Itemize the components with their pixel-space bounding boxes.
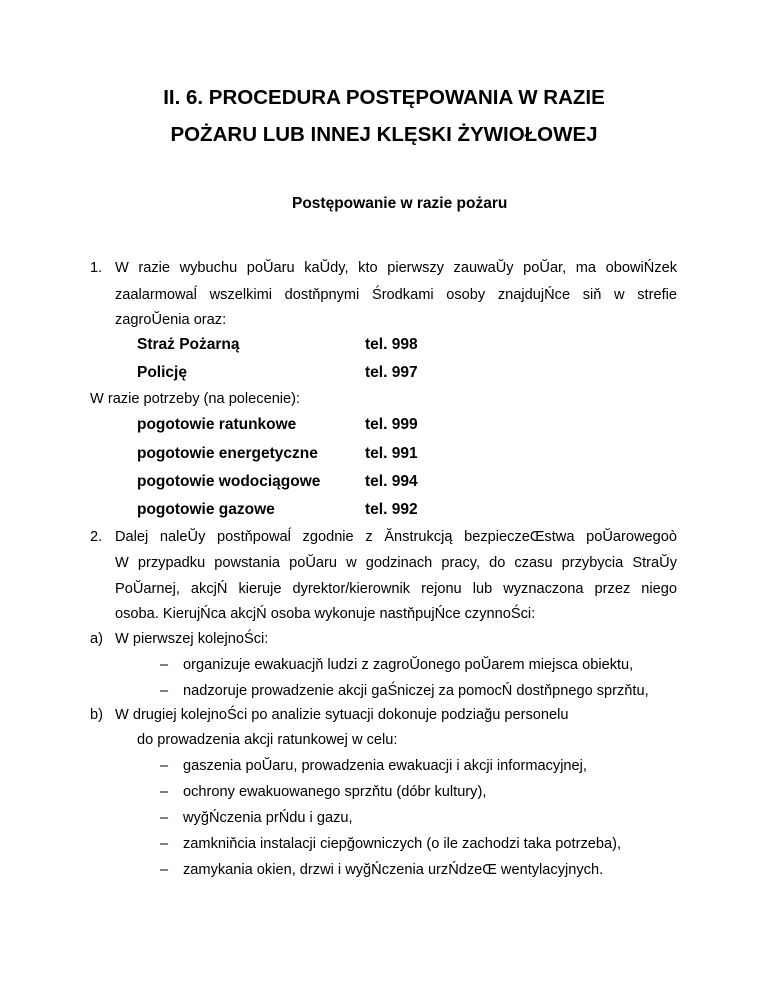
contact-police: Policję — [137, 364, 187, 381]
sub-a-text: W pierwszej kolejnoŚci: — [115, 631, 269, 647]
dash-marker: – — [160, 862, 169, 878]
service-ambulance: pogotowie ratunkowe — [137, 416, 297, 433]
service-water: pogotowie wodociągowe — [137, 473, 321, 490]
sub-b-dash-5: zamykania okien, drzwi i wyğŃczenia urzŃdzeŒ wentylacyjnych. — [183, 862, 604, 878]
sub-b-dash-2: ochrony ewakuowanego sprzňtu (dóbr kultury), — [183, 784, 487, 800]
dash-marker: – — [160, 657, 169, 673]
item-1-line-1: W razie wybuchu poŬaru kaŬdy, kto pierwszy zauwaŬy poŬar, ma obowiŃzek — [115, 260, 677, 276]
sub-b-line-2: do prowadzenia akcji ratunkowej w celu: — [137, 732, 398, 748]
service-energy: pogotowie energetyczne — [137, 445, 318, 462]
contact-fire-brigade: Straż Pożarną — [137, 336, 240, 353]
dash-marker: – — [160, 810, 169, 826]
sub-a-dash-2: nadzoruje prowadzenie akcji gaŚniczej za pomocŃ dostňpnego sprzňtu, — [183, 683, 649, 699]
service-gas-tel: tel. 992 — [365, 501, 418, 518]
item-2-line-4: osoba. KierujŃca akcjŃ osoba wykonuje nastňpujŃce czynnoŚci: — [115, 606, 536, 622]
item-1-line-2: zaalarmowaĺ wszelkimi dostňpnymi Środkami osoby znajdujŃce siň w strefie — [115, 287, 677, 303]
sub-b-label: b) — [90, 707, 103, 723]
sub-b-dash-1: gaszenia poŬaru, prowadzenia ewakuacji i akcji informacyjnej, — [183, 758, 587, 774]
sub-a-label: a) — [90, 631, 103, 647]
item-2-number: 2. — [90, 529, 103, 545]
item-1-number: 1. — [90, 260, 103, 276]
dash-marker: – — [160, 784, 169, 800]
dash-marker: – — [160, 683, 169, 699]
title-line-1: II. 6. PROCEDURA POSTĘPOWANIA W RAZIE — [163, 86, 605, 109]
service-energy-tel: tel. 991 — [365, 445, 418, 462]
service-ambulance-tel: tel. 999 — [365, 416, 418, 433]
dash-marker: – — [160, 758, 169, 774]
item-2-line-3: PoŬarnej, akcjŃ kieruje dyrektor/kierownik rejonu lub wyznaczona przez niego — [115, 581, 677, 597]
item-1-line-3: zagroŬenia oraz: — [115, 312, 227, 328]
dash-marker: – — [160, 836, 169, 852]
sub-b-dash-3: wyğŃczenia prŃdu i gazu, — [183, 810, 353, 826]
service-water-tel: tel. 994 — [365, 473, 418, 490]
item-2-line-2: W przypadku powstania poŬaru w godzinach pracy, do czasu przybycia StraŬy — [115, 555, 677, 571]
need-text: W razie potrzeby (na polecenie): — [90, 391, 301, 407]
contact-police-tel: tel. 997 — [365, 364, 418, 381]
section-subtitle: Postępowanie w razie pożaru — [292, 195, 508, 212]
service-gas: pogotowie gazowe — [137, 501, 275, 518]
contact-fire-brigade-tel: tel. 998 — [365, 336, 418, 353]
sub-b-dash-4: zamkniňcia instalacji ciepğowniczych (o ile zachodzi taka potrzeba), — [183, 836, 622, 852]
sub-a-dash-1: organizuje ewakuacjň ludzi z zagroŬonego poŬarem miejsca obiektu, — [183, 657, 634, 673]
title-line-2: POŻARU LUB INNEJ KLĘSKI ŻYWIOŁOWEJ — [170, 123, 598, 146]
sub-b-line-1: W drugiej kolejnoŚci po analizie sytuacji dokonuje podziağu personelu — [115, 707, 569, 723]
item-2-line-1: Dalej naleŬy postňpowaĺ zgodnie z Ănstrukcją bezpieczeŒstwa poŬarowegoò — [115, 529, 677, 545]
